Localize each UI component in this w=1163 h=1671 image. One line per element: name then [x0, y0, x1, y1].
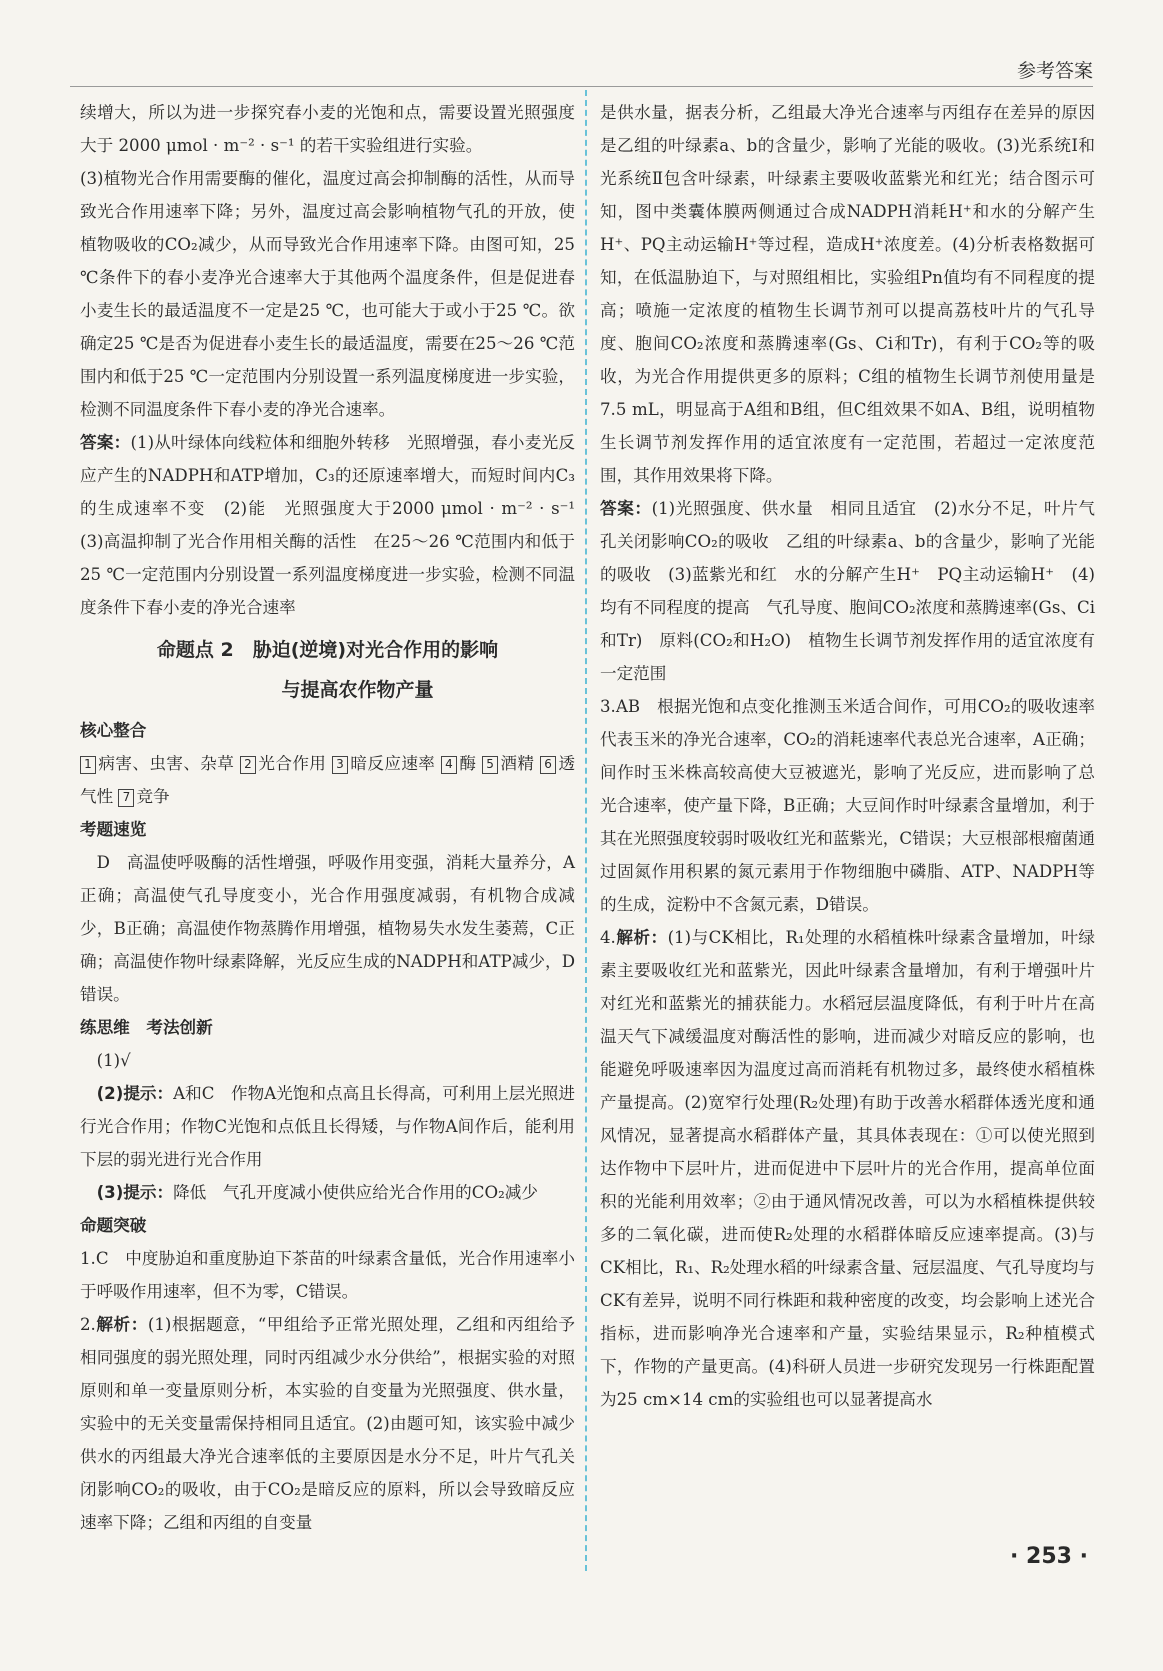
core-item-5: 酒精 — [500, 754, 535, 773]
left-paragraph-2: (3)植物光合作用需要酶的催化，温度过高会抑制酶的活性，从而导致光合作用速率下降；另外，温度过高会影响植物气孔的开放，使植物吸收的CO₂减少，从而导致光合作用速率下降。由图可知，25 ℃条件下的春小麦净光合速率大于其他两个温度条件，但是促进春小麦生长的最适温度不一定是25 ℃，也可能大于或小于25 ℃。欲确定25 ℃是否为促进春小麦生长的最适温度，需要在25～26 ℃范围内和低于25 ℃一定范围内分别设置一系列温度梯度进一步实验，检测不同温度条件下春小麦的净光合速率。 — [80, 169, 575, 419]
core-item-7: 竞争 — [136, 787, 170, 806]
column-divider — [585, 90, 587, 1571]
left-answer — [80, 426, 592, 624]
practice-2-label: (2)提示： — [96, 1084, 174, 1103]
question-2-text: (1)根据题意，“甲组给予正常光照处理，乙组和丙组给予相同强度的弱光照处理，同时丙组减少水分供给”，根据实验的对照原则和单一变量原则分析，本实验的自变量为光照强度、供水量，实验中的无关变量需保持相同且适宜。(2)由题可知，该实验中减少供水的丙组最大净光合速率低的主要原因是水分不足，叶片气孔关闭影响CO₂的吸收，由于CO₂是暗反应的原料，所以会导致暗反应速率下降；乙组和丙组的自变量 — [80, 1315, 575, 1532]
core-num-3: 3 — [332, 756, 348, 774]
topic-line-1: 命题点 2 胁迫(逆境)对光合作用的影响 — [156, 639, 499, 661]
question-4 — [600, 921, 1095, 1416]
topic-line-2: 与提高农作物产量 — [281, 679, 434, 701]
right-answer — [600, 492, 1095, 690]
right-column — [600, 96, 1095, 1416]
right-answer-label: 答案： — [600, 499, 652, 518]
page-number: · 253 · — [1010, 1544, 1088, 1569]
practice-heading: 练思维 考法创新 — [80, 1018, 213, 1037]
breakthrough-heading: 命题突破 — [80, 1216, 147, 1235]
quick-heading: 考题速览 — [80, 820, 147, 839]
question-1: 1.C 中度胁迫和重度胁迫下茶苗的叶绿素含量低，光合作用速率小于呼吸作用速率，但不为零，C错误。 — [80, 1249, 575, 1301]
practice-3-label: (3)提示： — [96, 1183, 174, 1202]
header-rule — [70, 86, 1093, 87]
core-num-7: 7 — [118, 789, 134, 807]
practice-3 — [80, 1176, 575, 1209]
core-num-4: 4 — [441, 756, 457, 774]
left-paragraph-1: 续增大，所以为进一步探究春小麦的光饱和点，需要设置光照强度大于 2000 μmol · m⁻² · s⁻¹ 的若干实验组进行实验。 — [80, 103, 575, 155]
practice-2-text: A和C 作物A光饱和点高且长得高，可利用上层光照进行光合作用；作物C光饱和点低且长得矮，与作物A间作后，能利用下层的弱光进行光合作用 — [80, 1084, 575, 1169]
core-item-2: 光合作用 — [257, 754, 327, 773]
page-header-title: 参考答案 — [1016, 60, 1093, 82]
core-num-6: 6 — [540, 756, 556, 774]
quick-text: D 高温使呼吸酶的活性增强，呼吸作用变强，消耗大量养分，A正确；高温使气孔导度变小，光合作用强度减弱，有机物合成减少，B正确；高温使作物蒸腾作用增强，植物易失水发生萎蔫，C正确；高温使作物叶绿素降解，光反应生成的NADPH和ATP减少，D错误。 — [80, 853, 575, 1004]
question-2-num: 2. — [80, 1315, 96, 1334]
right-answer-text: (1)光照强度、供水量 相同且适宜 (2)水分不足，叶片气孔关闭影响CO₂的吸收 乙组的叶绿素a、b的含量少，影响了光能的吸收 (3)蓝紫光和红 水的分解产生H⁺ PQ主动运输H⁺ (4)均有不同程度的提高 气孔导度、胞间CO₂浓度和蒸腾速率(Gs、Ci和Tr) 原料(CO₂和H₂O) 植物生长调节剂发挥作用的适宜浓度有一定范围 — [600, 499, 1095, 683]
left-column — [80, 96, 592, 1539]
core-num-2: 2 — [240, 756, 256, 774]
right-paragraph-1: 是供水量，据表分析，乙组最大净光合速率与丙组存在差异的原因是乙组的叶绿素a、b的含量少，影响了光能的吸收。(3)光系统Ⅰ和光系统Ⅱ包含叶绿素，叶绿素主要吸收蓝紫光和红光；结合图示可知，图中类囊体膜两侧通过合成NADPH消耗H⁺和水的分解产生H⁺、PQ主动运输H⁺等过程，造成H⁺浓度差。(4)分析表格数据可知，在低温胁迫下，与对照组相比，实验组Pn值均有不同程度的提高；喷施一定浓度的植物生长调节剂可以提高荔枝叶片的气孔导度、胞间CO₂浓度和蒸腾速率(Gs、Ci和Tr)，有利于CO₂等的吸收，为光合作用提供更多的原料；C组的植物生长调节剂使用量是7.5 mL，明显高于A组和B组，但C组效果不如A、B组，说明植物生长调节剂发挥作用的适宜浓度有一定范围，若超过一定浓度范围，其作用效果将下降。 — [600, 103, 1095, 485]
core-num-1: 1 — [80, 756, 96, 774]
core-item-1: 病害、虫害、杂草 — [98, 754, 235, 773]
question-2 — [80, 1308, 575, 1539]
core-items — [80, 747, 575, 813]
core-heading: 核心整合 — [80, 721, 147, 740]
practice-3-text: 降低 气孔开度减小使供应给光合作用的CO₂减少 — [173, 1183, 538, 1202]
core-item-6: 透气性 — [80, 754, 576, 806]
question-4-text: (1)与CK相比，R₁处理的水稻植株叶绿素含量增加，叶绿素主要吸收红光和蓝紫光，因此叶绿素含量增加，有利于增强叶片对红光和蓝紫光的捕获能力。水稻冠层温度降低，有利于叶片在高温天气下减缓温度对酶活性的影响，进而减少对暗反应的影响，也能避免呼吸速率因为温度过高而消耗有机物过多，最终使水稻植株产量提高。(2)宽窄行处理(R₂处理)有助于改善水稻群体透光度和通风情况，显著提高水稻群体产量，其具体表现在：①可以使光照到达作物中下层叶片，进而促进中下层叶片的光合作用，提高单位面积的光能利用效率；②由于通风情况改善，可以为水稻植株提供较多的二氧化碳，进而使R₂处理的水稻群体暗反应速率提高。(3)与CK相比，R₁、R₂处理水稻的叶绿素含量、冠层温度、气孔导度均与CK有差异，说明不同行株距和栽种密度的改变，均会影响上述光合指标，进而影响净光合速率和产量，实验结果显示，R₂种植模式下，作物的产量更高。(4)科研人员进一步研究发现另一行株距配置为25 cm×14 cm的实验组也可以显著提高水 — [600, 928, 1095, 1409]
core-num-5: 5 — [482, 756, 498, 774]
question-4-label: 解析： — [615, 928, 668, 947]
question-3: 3.AB 根据光饱和点变化推测玉米适合间作，可用CO₂的吸收速率代表玉米的净光合速率，CO₂的消耗速率代表总光合速率，A正确；间作时玉米株高较高使大豆被遮光，影响了光反应，进而影响了总光合速率，使产量下降，B正确；大豆间作时叶绿素含量增加，利于其在光照强度较弱时吸收红光和蓝紫光，C错误；大豆根部根瘤菌通过固氮作用积累的氮元素用于作物细胞中磷脂、ATP、NADPH等的生成，淀粉中不含氮元素，D错误。 — [600, 697, 1095, 914]
question-2-label: 解析： — [95, 1315, 148, 1334]
topic-heading — [80, 630, 575, 710]
core-item-4: 酶 — [458, 754, 477, 773]
practice-1: (1)√ — [96, 1051, 131, 1070]
answer-label: 答案： — [80, 433, 131, 452]
practice-2 — [80, 1077, 575, 1176]
core-item-3: 暗反应速率 — [349, 754, 436, 773]
question-4-num: 4. — [600, 928, 616, 947]
answer-text: (1)从叶绿体向线粒体和细胞外转移 光照增强，春小麦光反应产生的NADPH和ATP增加，C₃的还原速率增大，而短时间内C₃的生成速率不变 (2)能 光照强度大于2000 μmol · m⁻² · s⁻¹ (3)高温抑制了光合作用相关酶的活性 在25～26 ℃范围内和低于25 ℃一定范围内分别设置一系列温度梯度进一步实验，检测不同温度条件下春小麦的净光合速率 — [80, 433, 592, 617]
